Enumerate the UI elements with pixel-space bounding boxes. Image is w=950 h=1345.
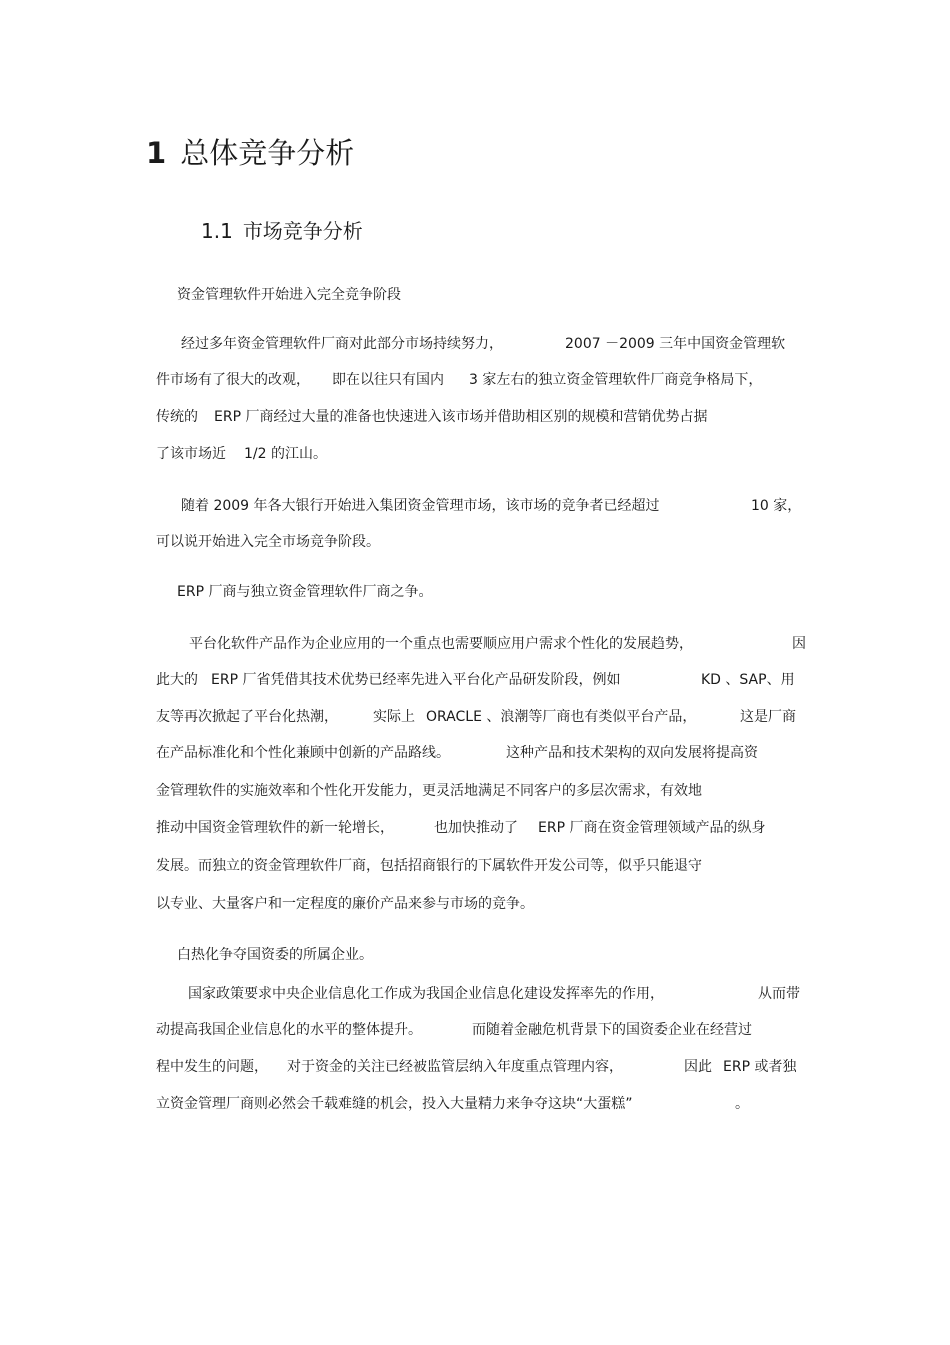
section-heading bbox=[201, 216, 363, 246]
text-segment: ERP 厂商在资金管理领域产品的纵身 bbox=[538, 820, 766, 836]
text-segment: 动提高我国企业信息化的水平的整体提升。 bbox=[156, 1022, 422, 1038]
text-segment: 发展。而独立的资金管理软件厂商，包括招商银行的下属软件开发公司等，似乎只能退守 bbox=[156, 858, 702, 874]
text-segment: 3 家左右的独立资金管理软件厂商竞争格局下， bbox=[469, 372, 763, 388]
text-segment: ERP 厂商经过大量的准备也快速进入该市场并借助相区别的规模和营销优势占据 bbox=[214, 409, 708, 425]
text-segment: 因此 bbox=[684, 1059, 712, 1075]
chapter-heading bbox=[146, 133, 354, 173]
subsection-title-text: 资金管理软件开始进入完全竞争阶段 bbox=[177, 287, 401, 303]
text-segment: 了该市场近 bbox=[156, 446, 226, 462]
text-segment: 对于资金的关注已经被监管层纳入年度重点管理内容， bbox=[287, 1059, 623, 1075]
text-segment: 程中发生的问题， bbox=[156, 1059, 268, 1075]
text-segment: 国家政策要求中央企业信息化工作成为我国企业信息化建设发挥率先的作用， bbox=[188, 986, 664, 1002]
text-segment: 平台化软件产品作为企业应用的一个重点也需要顺应用户需求个性化的发展趋势， bbox=[189, 636, 693, 652]
text-segment: 立资金管理厂商则必然会千载难缝的机会，投入大量精力来争夺这块“大蛋糕” bbox=[156, 1096, 633, 1112]
text-segment: 这种产品和技术架构的双向发展将提高资 bbox=[506, 745, 758, 761]
subsection-title-text: ERP 厂商与独立资金管理软件厂商之争。 bbox=[177, 584, 433, 600]
text-segment: 1/2 的江山。 bbox=[244, 446, 327, 462]
text-segment: 以专业、大量客户和一定程度的廉价产品来参与市场的竞争。 bbox=[156, 896, 534, 912]
text-segment: 件市场有了很大的改观， bbox=[156, 372, 310, 388]
section-title: 市场竞争分析 bbox=[242, 219, 363, 243]
text-segment: 随着 2009 年各大银行开始进入集团资金管理市场，该市场的竞争者已经超过 bbox=[181, 498, 660, 514]
section-number: 1.1 bbox=[201, 219, 233, 243]
text-segment: 即在以往只有国内 bbox=[332, 372, 444, 388]
chapter-title: 总体竞争分析 bbox=[180, 136, 355, 170]
subsection-title-text: 白热化争夺国资委的所属企业。 bbox=[177, 947, 373, 963]
text-segment: 这是厂商 bbox=[740, 709, 796, 725]
text-segment: 可以说开始进入完全市场竞争阶段。 bbox=[156, 534, 380, 550]
text-segment: 因 bbox=[792, 636, 806, 652]
text-segment: 金管理软件的实施效率和个性化开发能力，更灵活地满足不同客户的多层次需求，有效地 bbox=[156, 783, 702, 799]
text-segment: 经过多年资金管理软件厂商对此部分市场持续努力， bbox=[181, 336, 503, 352]
text-segment: ORACLE 、浪潮等厂商也有类似平台产品， bbox=[426, 709, 697, 725]
text-segment: 从而带 bbox=[758, 986, 800, 1002]
text-segment: 此大的 bbox=[156, 672, 198, 688]
text-segment: 。 bbox=[735, 1096, 749, 1112]
text-segment: 传统的 bbox=[156, 409, 198, 425]
text-segment: 实际上 bbox=[373, 709, 415, 725]
text-segment: 2007 －2009 三年中国资金管理软 bbox=[565, 336, 786, 352]
text-segment: 也加快推动了 bbox=[434, 820, 518, 836]
text-segment: 友等再次掀起了平台化热潮， bbox=[156, 709, 338, 725]
text-segment: KD 、SAP、用 bbox=[701, 672, 795, 688]
chapter-number: 1 bbox=[146, 136, 167, 170]
text-segment: ERP 厂省凭借其技术优势已经率先进入平台化产品研发阶段，例如 bbox=[211, 672, 621, 688]
text-segment: 推动中国资金管理软件的新一轮增长， bbox=[156, 820, 394, 836]
text-segment: ERP 或者独 bbox=[723, 1059, 797, 1075]
text-segment: 而随着金融危机背景下的国资委企业在经营过 bbox=[472, 1022, 752, 1038]
text-segment: 10 家， bbox=[751, 498, 802, 514]
text-segment: 在产品标准化和个性化兼顾中创新的产品路线。 bbox=[156, 745, 450, 761]
